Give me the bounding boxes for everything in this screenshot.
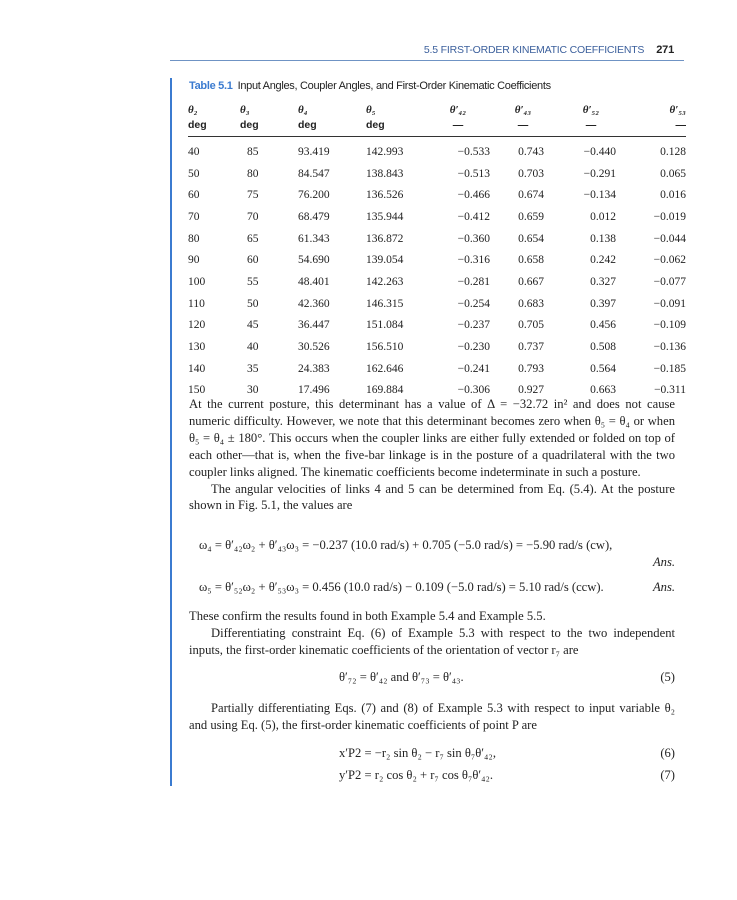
table-cell: 169.884: [366, 384, 404, 397]
table-cell: 140: [188, 362, 206, 375]
table-cell: 30: [247, 384, 259, 397]
equation-omega5: [189, 580, 675, 598]
table-cell: 76.200: [298, 189, 330, 202]
section-title: 5.5 FIRST-ORDER KINEMATIC COEFFICIENTS: [423, 44, 645, 56]
table-cell: 0.138: [590, 232, 616, 245]
table-header-rule: [188, 136, 686, 137]
table-cell: 0.327: [590, 275, 616, 288]
table-cell: 0.456: [590, 319, 616, 332]
paragraph-angular-velocities: The angular velocities of links 4 and 5 can be determined from Eq. (5.4). At the posture shown in Fig. 5.1, the values are: [189, 481, 675, 513]
equation-6-number: (6): [660, 746, 675, 760]
table-cell: 90: [188, 254, 200, 267]
table-cell: 60: [247, 254, 259, 267]
table-cell: −0.077: [653, 275, 686, 288]
paragraph-determinant: At the current posture, this determinant has a value of Δ = −32.72 in² and does not cause numeric difficulty. However, we note that this determinant becomes zero when θ₅ = θ₄ or when θ₅ = θ₄ ± 180°. This occurs when the coupler links are either fully extended or folded on top of each other—that is, when the five-bar linkage is in the posture of a quadrilateral with the two coupler links aligned. The kinematic coefficients become indeterminate in such a posture.: [189, 397, 675, 479]
column-header-symbol: θ′₅₂: [582, 104, 600, 116]
table-row: [188, 206, 686, 228]
table-cell: 0.743: [518, 145, 544, 158]
table-cell: 61.343: [298, 232, 330, 245]
table-row: [188, 141, 686, 163]
table-cell: −0.109: [653, 319, 686, 332]
table-cell: 146.315: [366, 297, 404, 310]
table-cell: 136.872: [366, 232, 404, 245]
table-cell: −0.291: [583, 167, 616, 180]
column-header-unit: —: [675, 119, 686, 131]
table-cell: 24.383: [298, 362, 330, 375]
table-row: [188, 228, 686, 250]
table-cell: 35: [247, 362, 259, 375]
column-header-symbol: θ₅: [366, 104, 376, 116]
body-text-block-3: [189, 700, 675, 734]
table-cell: 50: [188, 167, 200, 180]
table-cell: −0.241: [457, 362, 490, 375]
table-cell: −0.316: [457, 254, 490, 267]
table-cell: 0.016: [660, 189, 686, 202]
table-cell: 68.479: [298, 210, 330, 223]
table-cell: 135.944: [366, 210, 404, 223]
equation-omega4: [189, 538, 675, 572]
table-cell: 0.667: [518, 275, 544, 288]
table-cell: 75: [247, 189, 259, 202]
table-cell: 80: [247, 167, 259, 180]
table-cell: 0.508: [590, 341, 616, 354]
table-cell: 17.496: [298, 384, 330, 397]
table-header-symbols: [188, 100, 686, 116]
equation-7-number: (7): [660, 768, 675, 782]
equation-omega5-text: ω₅ = θ′₅₂ω₂ + θ′₅₃ω₃ = 0.456 (10.0 rad/s) − 0.109 (−5.0 rad/s) = 5.10 rad/s (ccw).: [199, 580, 604, 594]
table-title: Input Angles, Coupler Angles, and First-Order Kinematic Coefficients: [237, 80, 551, 92]
equation-6-text: x′P2 = −r₂ sin θ₂ − r₇ sin θ₇θ′₄₂,: [339, 746, 496, 760]
table-cell: 150: [188, 384, 206, 397]
table-cell: −0.134: [583, 189, 616, 202]
table-row: [188, 336, 686, 358]
table-cell: 0.793: [518, 362, 544, 375]
table-row: [188, 358, 686, 380]
column-header-unit: —: [585, 119, 597, 131]
table-cell: 0.683: [518, 297, 544, 310]
equation-6: [189, 746, 675, 764]
table-cell: −0.412: [457, 210, 490, 223]
table-cell: −0.360: [457, 232, 490, 245]
table-cell: 50: [247, 297, 259, 310]
kinematic-table: [188, 100, 686, 401]
column-header-symbol: θ′₄₃: [514, 104, 532, 116]
column-header-unit: deg: [298, 119, 317, 131]
paragraph-partial-diff: Partially differentiating Eqs. (7) and (8) of Example 5.3 with respect to input variable θ₂ and using Eq. (5), the first-order kinematic coefficients of point P are: [189, 701, 675, 732]
table-cell: −0.237: [457, 319, 490, 332]
table-cell: 0.663: [590, 384, 616, 397]
table-cell: −0.136: [653, 341, 686, 354]
table-row: [188, 271, 686, 293]
column-header-unit: deg: [188, 119, 207, 131]
table-cell: 110: [188, 297, 205, 310]
table-cell: 0.242: [590, 254, 616, 267]
answer-label-2: Ans.: [652, 580, 675, 594]
table-cell: 130: [188, 341, 206, 354]
equation-omega4-text: ω₄ = θ′₄₂ω₂ + θ′₄₃ω₃ = −0.237 (10.0 rad/s) + 0.705 (−5.0 rad/s) = −5.90 rad/s (cw),: [199, 538, 613, 552]
body-text-block-1: [189, 396, 675, 514]
table-cell: 100: [188, 275, 206, 288]
table-cell: 162.646: [366, 362, 404, 375]
body-text-block-2: [189, 608, 675, 659]
table-cell: 60: [188, 189, 200, 202]
table-cell: 80: [188, 232, 200, 245]
column-header-symbol: θ₃: [240, 104, 250, 116]
column-header-unit: —: [452, 119, 464, 131]
column-header-symbol: θ₂: [188, 104, 198, 116]
answer-label-1: Ans.: [652, 555, 675, 569]
table-cell: −0.230: [457, 341, 490, 354]
column-header-symbol: θ′₅₃: [669, 104, 686, 116]
table-cell: −0.466: [457, 189, 490, 202]
table-cell: 36.447: [298, 319, 330, 332]
table-cell: 0.128: [660, 145, 686, 158]
column-header-symbol: θ′₄₂: [449, 104, 467, 116]
table-cell: 40: [247, 341, 259, 354]
table-cell: 84.547: [298, 167, 330, 180]
table-cell: −0.533: [457, 145, 490, 158]
table-cell: 136.526: [366, 189, 404, 202]
table-cell: −0.513: [457, 167, 490, 180]
table-cell: 139.054: [366, 254, 404, 267]
table-cell: −0.091: [653, 297, 686, 310]
table-cell: 0.674: [518, 189, 544, 202]
table-cell: −0.281: [457, 275, 490, 288]
column-header-symbol: θ₄: [298, 104, 308, 116]
table-cell: 65: [247, 232, 259, 245]
table-label: Table 5.1: [189, 80, 233, 92]
page-number: 271: [656, 44, 674, 56]
table-cell: 70: [247, 210, 259, 223]
table-cell: 45: [247, 319, 259, 332]
table-cell: 138.843: [366, 167, 404, 180]
table-cell: 151.084: [366, 319, 404, 332]
equation-7: [189, 768, 675, 786]
table-cell: 0.654: [518, 232, 544, 245]
table-cell: 54.690: [298, 254, 330, 267]
table-cell: 0.659: [518, 210, 544, 223]
table-cell: 30.526: [298, 341, 330, 354]
table-cell: −0.185: [653, 362, 686, 375]
column-header-unit: deg: [240, 119, 259, 131]
table-cell: 0.658: [518, 254, 544, 267]
table-cell: 142.993: [366, 145, 404, 158]
table-cell: 93.419: [298, 145, 330, 158]
table-cell: −0.311: [654, 384, 686, 397]
side-rule: [170, 78, 172, 786]
table-cell: 0.065: [660, 167, 686, 180]
table-cell: 120: [188, 319, 206, 332]
table-cell: 40: [188, 145, 200, 158]
equation-5-text: θ′₇₂ = θ′₄₂ and θ′₇₃ = θ′₄₃.: [339, 670, 464, 684]
paragraph-differentiating: Differentiating constraint Eq. (6) of Example 5.3 with respect to the two independent inputs, the first-order kinematic coefficients of the orientation of vector r₇ are: [189, 625, 675, 657]
header-rule: [170, 60, 684, 61]
column-header-unit: deg: [366, 119, 385, 131]
table-cell: 156.510: [366, 341, 404, 354]
table-row: [188, 249, 686, 271]
table-row: [188, 293, 686, 315]
table-row: [188, 163, 686, 185]
table-cell: −0.062: [653, 254, 686, 267]
table-cell: 48.401: [298, 275, 330, 288]
table-cell: 0.737: [518, 341, 544, 354]
table-cell: 142.263: [366, 275, 404, 288]
table-cell: 0.564: [590, 362, 616, 375]
table-row: [188, 184, 686, 206]
table-row: [188, 315, 686, 337]
table-header-units: [188, 116, 686, 134]
table-cell: −0.019: [653, 210, 686, 223]
table-cell: −0.306: [457, 384, 490, 397]
table-cell: 0.397: [590, 297, 616, 310]
table-cell: −0.440: [583, 145, 616, 158]
table-caption: [189, 80, 689, 92]
running-head: [300, 44, 674, 56]
table-cell: −0.254: [457, 297, 490, 310]
table-cell: 42.360: [298, 297, 330, 310]
table-cell: 0.012: [590, 210, 616, 223]
table-cell: 70: [188, 210, 200, 223]
table-cell: 55: [247, 275, 259, 288]
table-cell: 0.705: [518, 319, 544, 332]
equation-7-text: y′P2 = r₂ cos θ₂ + r₇ cos θ₇θ′₄₂.: [339, 768, 494, 782]
column-header-unit: —: [517, 119, 529, 131]
table-cell: 0.927: [518, 384, 544, 397]
table-cell: 0.703: [518, 167, 544, 180]
paragraph-confirm: These confirm the results found in both Example 5.4 and Example 5.5.: [189, 609, 546, 623]
table-body: [188, 141, 686, 401]
table-cell: 85: [247, 145, 259, 158]
equation-5: [189, 670, 675, 688]
table-cell: −0.044: [653, 232, 686, 245]
equation-5-number: (5): [660, 670, 675, 684]
